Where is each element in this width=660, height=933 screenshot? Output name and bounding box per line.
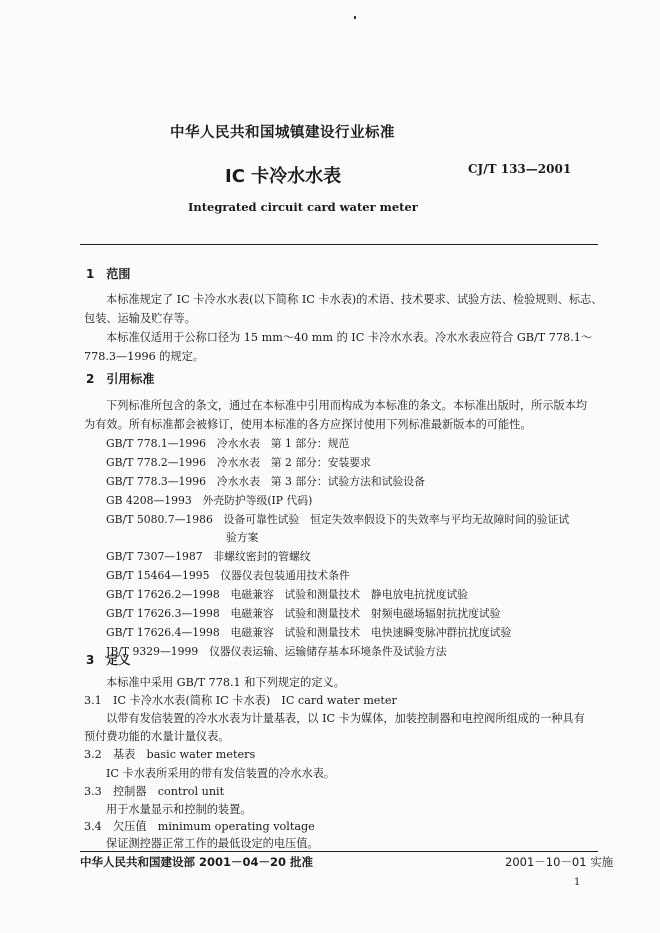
implementation-date: 2001－10－01 实施: [505, 855, 614, 869]
section-1-p2-line1: 本标准仅适用于公称口径为 15 mm～40 mm 的 IC 卡冷水水表。冷水水表应符合 GB/T 778.1～: [106, 331, 593, 344]
standard-code: CJ/T 133—2001: [468, 162, 572, 176]
reference-item: GB/T 7307—1987 非螺纹密封的管螺纹: [106, 550, 311, 563]
definition-3-3-title: 3.3 控制器 control unit: [84, 785, 225, 798]
reference-item: GB/T 17626.2—1998 电磁兼容 试验和测量技术 静电放电抗扰度试验: [106, 588, 469, 601]
reference-item-continued: 验方案: [226, 531, 259, 544]
section-1-heading: 1 范围: [86, 267, 131, 281]
reference-item: GB/T 15464—1995 仪器仪表包装通用技术条件: [106, 569, 350, 582]
definition-3-4-body: 保证测控器正常工作的最低设定的电压值。: [106, 837, 319, 850]
definition-3-2-title: 3.2 基表 basic water meters: [84, 748, 256, 761]
section-1-p1-line1: 本标准规定了 IC 卡冷水水表(以下简称 IC 卡水表)的术语、技术要求、试验方法、检验规则、标志、: [106, 293, 603, 306]
reference-item: GB/T 778.1—1996 冷水水表 第 1 部分：规范: [106, 437, 350, 450]
section-2-heading: 2 引用标准: [86, 372, 155, 386]
section-2-intro-line2: 为有效。所有标准都会被修订，使用本标准的各方应探讨使用下列标准最新版本的可能性。: [84, 418, 532, 431]
reference-item: GB 4208—1993 外壳防护等级(IP 代码): [106, 494, 313, 507]
header-divider: [80, 244, 598, 245]
definition-3-2-body: IC 卡水表所采用的带有发信装置的冷水水表。: [106, 767, 336, 780]
issuer-heading: 中华人民共和国城镇建设行业标准: [170, 125, 395, 141]
definition-3-1-line1: 以带有发信装置的冷水水表为计量基表，以 IC 卡为媒体，加装控制器和电控阀所组成的一种具有: [106, 712, 585, 725]
section-1-p1-line2: 包装、运输及贮存等。: [84, 312, 196, 325]
section-2-intro-line1: 下列标准所包含的条文，通过在本标准中引用而构成为本标准的条文。本标准出版时，所示版本均: [106, 399, 588, 412]
section-1-p2-line2: 778.3—1996 的规定。: [84, 350, 204, 363]
page-number: 1: [574, 877, 581, 888]
section-3-intro: 本标准中采用 GB/T 778.1 和下列规定的定义。: [106, 676, 345, 689]
reference-item: GB/T 17626.3—1998 电磁兼容 试验和测量技术 射频电磁场辐射抗扰度试验: [106, 607, 501, 620]
ink-speck: [354, 16, 356, 19]
reference-item: GB/T 778.3—1996 冷水水表 第 3 部分：试验方法和试验设备: [106, 475, 425, 488]
reference-item: GB/T 778.2—1996 冷水水表 第 2 部分：安装要求: [106, 456, 371, 469]
definition-3-1-line2: 预付费功能的水量计量仪表。: [84, 730, 230, 743]
reference-item: GB/T 5080.7—1986 设备可靠性试验 恒定失效率假设下的失效率与平均无故障时间的验证试: [106, 513, 570, 526]
reference-item: JB/T 9329—1999 仪器仪表运输、运输储存基本环境条件及试验方法: [106, 645, 447, 658]
english-title: Integrated circuit card water meter: [188, 200, 418, 214]
definition-3-4-title: 3.4 欠压值 minimum operating voltage: [84, 820, 315, 833]
footer-divider: [80, 851, 598, 852]
approval-line: 中华人民共和国建设部 2001－04－20 批准: [80, 855, 314, 869]
reference-item: GB/T 17626.4—1998 电磁兼容 试验和测量技术 电快速瞬变脉冲群抗扰度试验: [106, 626, 512, 639]
section-3-heading: 3 定义: [86, 653, 131, 667]
definition-3-1-title: 3.1 IC 卡冷水水表(简称 IC 卡水表) IC card water meter: [84, 694, 397, 707]
document-title: IC 卡冷水水表: [225, 166, 342, 187]
definition-3-3-body: 用于水量显示和控制的装置。: [106, 803, 252, 816]
